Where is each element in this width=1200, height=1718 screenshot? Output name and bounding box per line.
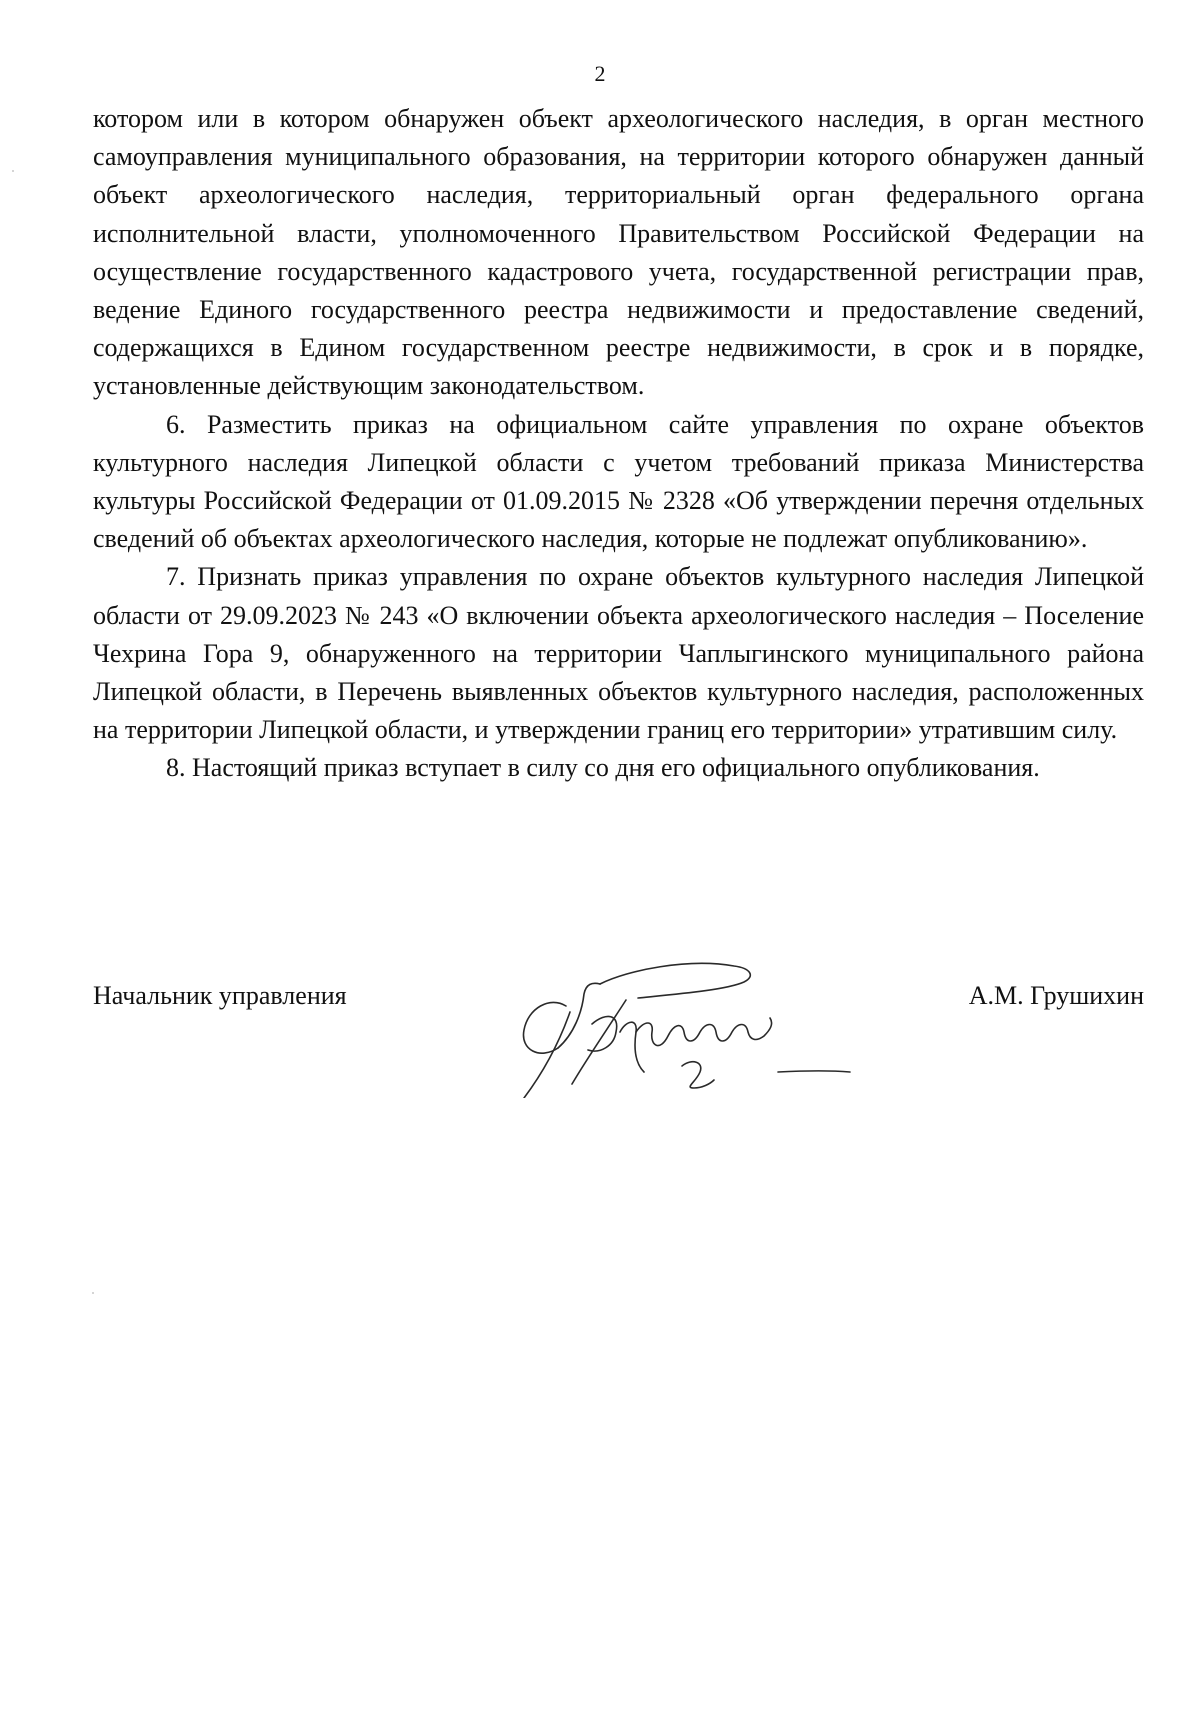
signature-block (93, 956, 1144, 1106)
handwritten-signature (488, 928, 858, 1098)
paragraph-item-7: 7. Признать приказ управления по охране объектов культурного наследия Липецкой области от 29.09.2023 № 243 «О включении объекта археологического наследия – Поселение Чехрина Гора 9, обнаруженного на территории Чаплыгинского муниципального района Липецкой области, в Перечень выявленных объектов культурного наследия, расположенных на территории Липецкой области, и утверждении границ его территории» утратившим силу. (93, 562, 1144, 745)
paragraph-continuation: котором или в котором обнаружен объект археологического наследия, в орган местного самоуправления муниципального образования, на территории которого обнаружен данный объект археологического наследия, территориальный орган федерального органа исполнительной власти, уполномоченного Правительством Российской Федерации на осуществление государственного кадастрового учета, государственной регистрации прав, ведение Единого государственного реестра недвижимости и предоставление сведений, содержащихся в Едином государственном реестре недвижимости, в срок и в порядке, установленные действующим законодательством. (93, 104, 1144, 401)
signatory-title: Начальник управления (93, 981, 347, 1010)
paragraph-item-8: 8. Настоящий приказ вступает в силу со дня его официального опубликования. (166, 753, 1040, 783)
paragraph-item-6: 6. Разместить приказ на официальном сайте управления по охране объектов культурного наследия Липецкой области с учетом требований приказа Министерства культуры Российской Федерации от 01.09.2015 № 2328 «Об утверждении перечня отдельных сведений об объектах археологического наследия, которые не подлежат опубликованию». (93, 409, 1144, 554)
document-body (93, 100, 1144, 788)
signatory-name: А.М. Грушихин (968, 981, 1144, 1010)
scan-speck (92, 1292, 94, 1294)
page-number: 2 (594, 61, 606, 86)
scan-speck (12, 170, 14, 172)
